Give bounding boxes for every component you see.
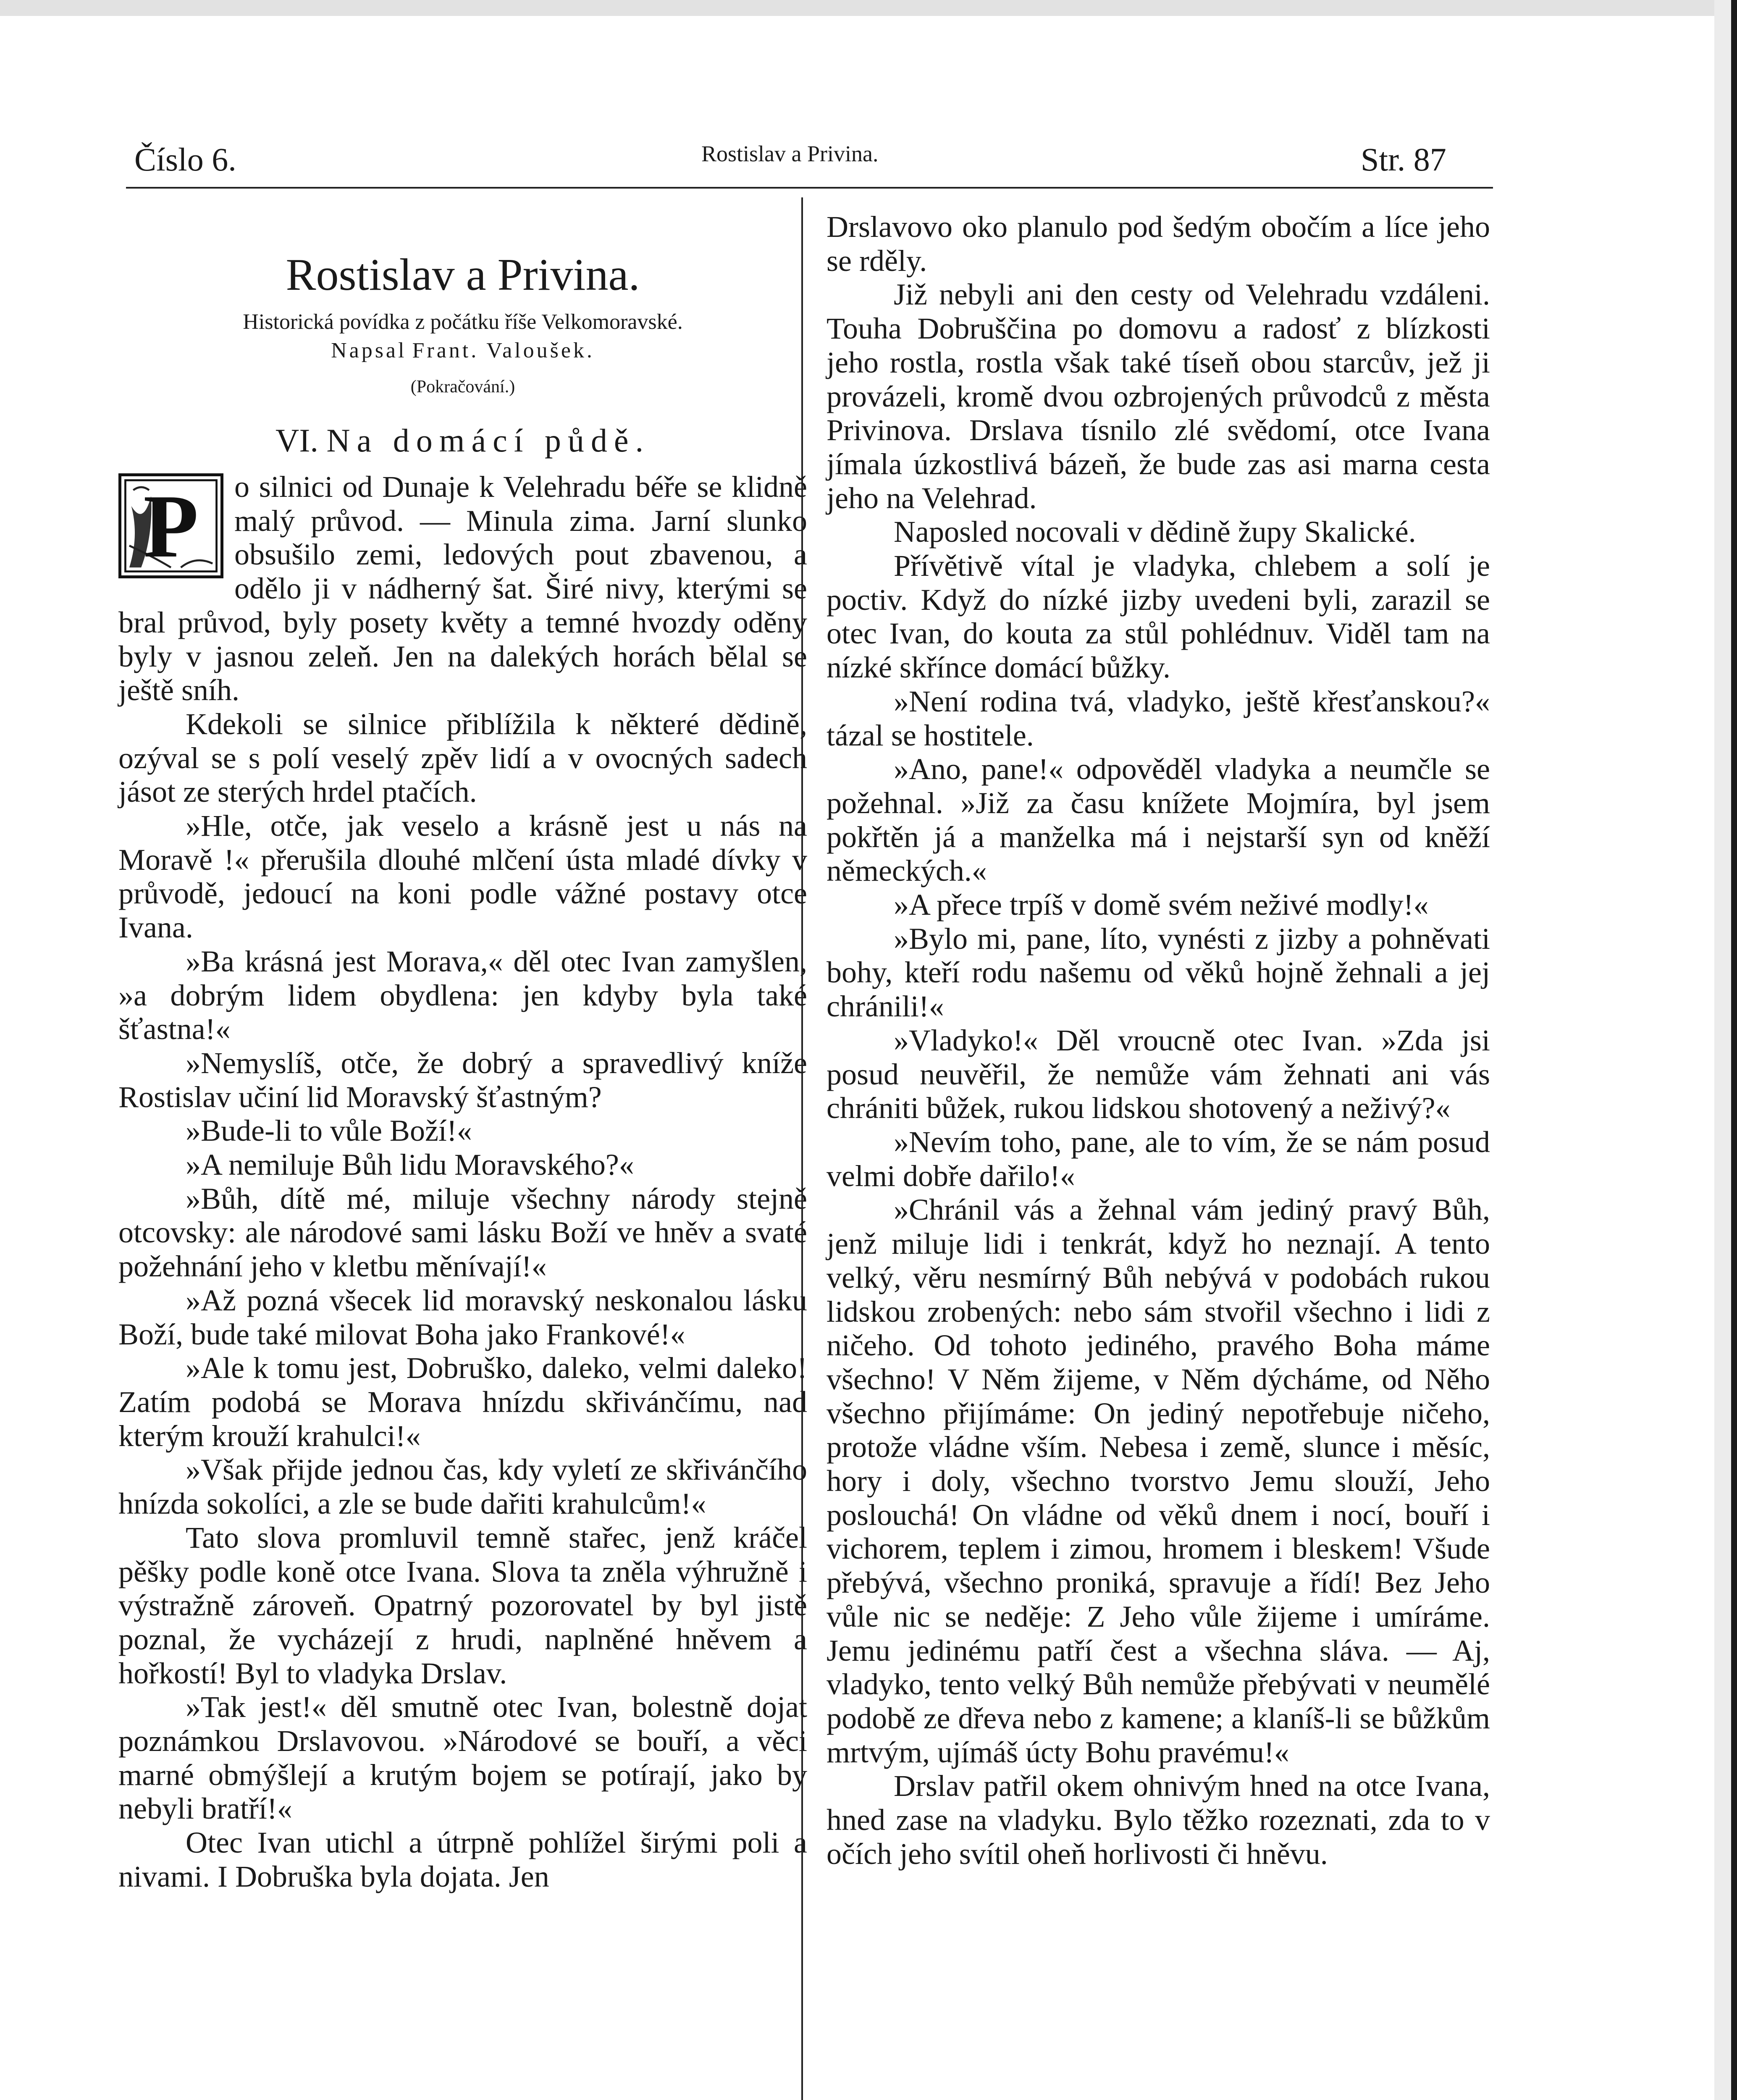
continuation-note: (Pokračování.) xyxy=(410,377,515,396)
left-column xyxy=(118,210,807,1894)
scan-edge-shadow xyxy=(1714,0,1731,2100)
paragraph: »Bude-li to vůle Boží!« xyxy=(186,1114,472,1148)
issue-number: Číslo 6. xyxy=(134,141,236,178)
paragraph: Drslavovo oko planulo pod šedým obočím a líce jeho se rděly. xyxy=(827,210,1490,278)
paragraph: »Nevím toho, pane, ale to vím, že se nám posud velmi dobře dařilo!« xyxy=(827,1125,1490,1193)
chapter-heading xyxy=(118,420,807,461)
decorative-initial-icon xyxy=(118,473,223,578)
paragraph: Naposled nocovali v dědině župy Skalické. xyxy=(894,515,1416,549)
paragraph: »Tak jest!« děl smutně otec Ivan, bolestně dojat poznámkou Drslavovou. »Národové se bouří, a věci marné obmýšlejí a krutým bojem se potírají, jako by nebyli bratří!« xyxy=(118,1690,807,1826)
header-rule xyxy=(126,187,1493,189)
paragraph: Drslav patřil okem ohnivým hned na otce Ivana, hned zase na vladyku. Bylo těžko rozeznati, zda to v očích jeho svítil oheň horlivosti či hněvu. xyxy=(827,1769,1490,1871)
dropcap-letter: P xyxy=(143,475,199,576)
paragraph: »Ano, pane!« odpověděl vladyka a neumčle se požehnal. »Již za času knížete Mojmíra, byl jsem pokřtěn já a manželka má i nejstarší syn od kněží německých.« xyxy=(827,752,1490,888)
author-prefix: Napsal xyxy=(331,339,407,362)
right-column xyxy=(827,210,1490,1871)
article-title: Rostislav a Privina. xyxy=(286,250,640,300)
scan-edge-top xyxy=(0,0,1737,16)
paragraph: Přívětivě vítal je vladyka, chlebem a solí je poctiv. Když do nízké jizby uvedeni byli, zarazil se otec Ivan, do kouta za stůl pohlédnuv. Viděl tam na nízké skřínce domácí bůžky. xyxy=(827,549,1490,685)
author-name: Frant. Valoušek. xyxy=(412,339,595,362)
paragraph: »A nemiluje Bůh lidu Moravského?« xyxy=(186,1148,634,1182)
scan-edge-right xyxy=(1731,0,1737,2100)
paragraph: »Hle, otče, jak veselo a krásně jest u nás na Moravě !« přerušila dlouhé mlčení ústa mladé dívky v průvodě, jedoucí na koni podle vážné postavy otce Ivana. xyxy=(118,809,807,945)
paragraph: »Bůh, dítě mé, miluje všechny národy stejně otcovsky: ale národové sami lásku Boží ve hněv a svaté požehnání jeho v kletbu měnívají!« xyxy=(118,1181,807,1284)
chapter-number: VI. xyxy=(276,422,318,459)
paragraph: »Nemyslíš, otče, že dobrý a spravedlivý kníže Rostislav učiní lid Moravský šťastným? xyxy=(118,1046,807,1114)
paragraph: »Však přijde jednou čas, kdy vyletí ze skřivánčího hnízda sokolíci, a zle se bude dařiti krahulcům!« xyxy=(118,1453,807,1521)
paragraph: »Ale k tomu jest, Dobruško, daleko, velmi daleko! Zatím podobá se Morava hnízdu skřivánčímu, nad kterým krouží krahulci!« xyxy=(118,1351,807,1453)
paragraph: Kdekoli se silnice přiblížila k některé dědině, ozýval se s polí veselý zpěv lidí a v ovocných sadech jásot ze sterých hrdel ptačích. xyxy=(118,707,807,809)
paragraph: »Vladyko!« Děl vroucně otec Ivan. »Zda jsi posud neuvěřil, že nemůže vám žehnati ani vás chrániti bůžek, rukou lidskou shotovený a neživý?« xyxy=(827,1023,1490,1125)
article-subtitle: Historická povídka z počátku říše Velkomoravské. xyxy=(243,310,683,334)
paragraph: Otec Ivan utichl a útrpně pohlížel širými poli a nivami. I Dobruška byla dojata. Jen xyxy=(118,1826,807,1893)
paragraph-text: o silnici od Dunaje k Velehradu béře se klidně malý průvod. — Minula zima. Jarní slunko obsušilo zemi, ledových pout zbavenou, a odělo ji v nádherný šat. Širé nivy, kterými se bral průvod, byly posety květy a temné hvozdy oděny byly v jasnou zeleň. Jen na dalekých horách bělal se ještě sníh. xyxy=(118,470,807,707)
paragraph: Již nebyli ani den cesty od Velehradu vzdáleni. Touha Dobruščina po domovu a radosť z blízkosti jeho rostla, rostla však také tíseň obou starcův, jež ji provázeli, kromě dvou ozbrojených průvodců z města Privinova. Drslava tísnilo zlé svědomí, otce Ivana jímala úzkostlivá bázeň, že bude zas asi marna cesta jeho na Velehrad. xyxy=(827,278,1490,515)
paragraph: »A přece trpíš v domě svém neživé modly!« xyxy=(894,888,1429,922)
running-title: Rostislav a Privina. xyxy=(701,141,879,166)
article-author xyxy=(118,336,807,365)
paragraph: »Až pozná všecek lid moravský neskonalou lásku Boží, bude také milovat Boha jako Frankové!« xyxy=(118,1283,807,1351)
paragraph: »Bylo mi, pane, líto, vynésti z jizby a pohněvati bohy, kteří rodu našemu od věků hojně žehnali a jej chránili!« xyxy=(827,921,1490,1024)
paragraph: »Ba krásná jest Morava,« děl otec Ivan zamyšlen, »a dobrým lidem obydlena: jen kdyby byla také šťastna!« xyxy=(118,944,807,1046)
paragraph: »Chránil vás a žehnal vám jediný pravý Bůh, jenž miluje lidi i tenkrát, když ho neznají. A tento velký, věru nesmírný Bůh nebývá v podobách rukou lidskou zrobených: nebo sám stvořil všechno i lidi z ničeho. Od tohoto jediného, pravého Boha máme všechno! V Něm žijeme, v Něm dýcháme, od Něho všechno přijímáme: On jediný nepotřebuje ničeho, protože vládne vším. Nebesa i země, slunce i měsíc, hory i doly, všechno tvorstvo Jemu slouží, Jeho poslouchá! On vládne od věků dnem i nocí, bouří i vichorem, teplem i zimou, hromem i bleskem! Všude přebývá, všechno proniká, spravuje a řídí! Bez Jeho vůle nic se neděje: Z Jeho vůle žijeme i umíráme. Jemu jedinému patří čest a všechna sláva. — Aj, vladyko, tento velký Bůh nemůže přebývati v neumělé podobě ze dřeva nebo z kamene; a klaníš-li se bůžkům mrtvým, ujímáš úcty Bohu pravému!« xyxy=(827,1193,1490,1769)
paragraph xyxy=(118,470,807,707)
page-number: Str. 87 xyxy=(1361,141,1446,178)
chapter-title: Na domácí půdě. xyxy=(326,422,650,459)
paragraph: Tato slova promluvil temně stařec, jenž kráčel pěšky podle koně otce Ivana. Slova ta zněla výhružně i výstražně zároveň. Opatrný pozorovatel by byl jistě poznal, že vycházejí z hrudi, naplněné hněvem a hořkostí! Byl to vladyka Drslav. xyxy=(118,1520,807,1690)
paragraph: »Není rodina tvá, vladyko, ještě křesťanskou?« tázal se hostitele. xyxy=(827,684,1490,752)
